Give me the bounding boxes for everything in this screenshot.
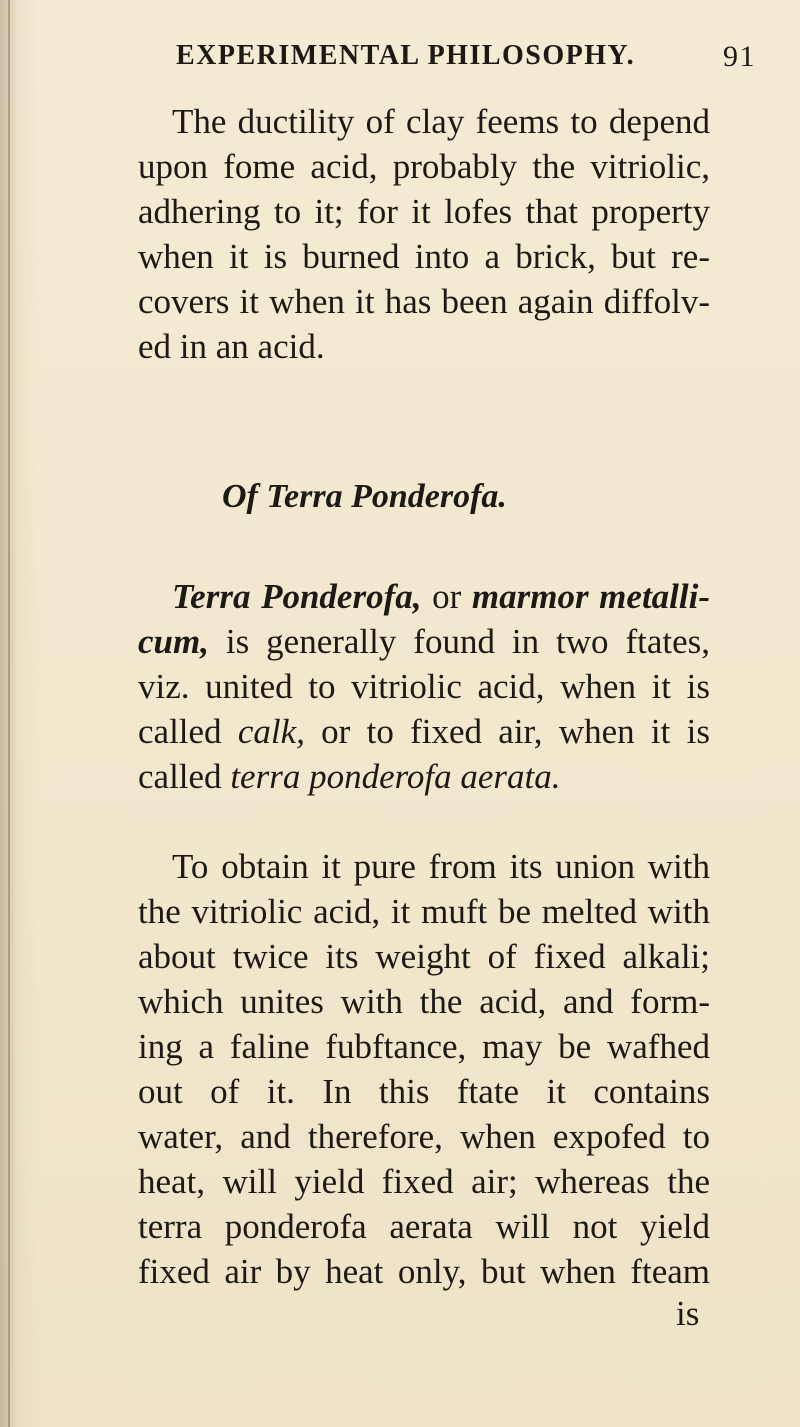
- text-line: adhering to it; for it lofes that property: [138, 192, 710, 231]
- running-head-title: EXPERIMENTAL PHILOSOPHY.: [176, 40, 636, 71]
- term-terra-ponderofa-aerata: terra ponderofa aerata.: [230, 757, 561, 796]
- text-line: out of it. In this ftate it contains: [138, 1072, 710, 1111]
- text-line: [138, 755, 561, 799]
- term-calk: calk,: [237, 712, 305, 751]
- term-cum: cum,: [138, 622, 209, 661]
- text-line: [172, 575, 710, 619]
- text-line: heat, will yield fixed air; whereas the: [138, 1162, 710, 1201]
- text-line: To obtain it pure from its union with: [172, 847, 710, 886]
- text-line: [138, 710, 710, 754]
- text-run: called: [138, 757, 231, 796]
- text-run: called: [138, 712, 238, 751]
- catchword: is: [676, 1294, 700, 1333]
- text-line: upon fome acid, probably the vitriolic,: [138, 147, 710, 186]
- text-line: which unites with the acid, and form-: [138, 982, 710, 1021]
- text-line: [138, 620, 710, 664]
- running-head: [176, 40, 756, 80]
- term-terra-ponderofa: Terra Ponderofa,: [172, 577, 422, 616]
- term-marmor-metallicum: marmor metalli-: [471, 577, 710, 616]
- text-line: terra ponderofa aerata will not yield: [138, 1207, 710, 1246]
- text-run: is generally found in two ftates,: [208, 622, 710, 661]
- text-line: ing a faline fubftance, may be wafhed: [138, 1027, 710, 1066]
- page-number: 91: [723, 40, 756, 73]
- text-line: The ductility of clay feems to depend: [172, 102, 710, 141]
- text-line: covers it when it has been again diffolv-: [138, 282, 710, 321]
- text-line: viz. united to vitriolic acid, when it is: [138, 667, 710, 706]
- text-run: or to fixed air, when it is: [304, 712, 710, 751]
- text-run: or: [421, 577, 472, 616]
- text-line: when it is burned into a brick, but re-: [138, 237, 710, 276]
- text-line: water, and therefore, when expofed to: [138, 1117, 710, 1156]
- binding-gutter: [8, 0, 10, 1427]
- text-line: ed in an acid.: [138, 327, 325, 366]
- text-line: about twice its weight of fixed alkali;: [138, 937, 710, 976]
- text-line: fixed air by heat only, but when fteam: [138, 1252, 710, 1291]
- section-heading: Of Terra Ponderofa.: [222, 478, 507, 515]
- text-line: the vitriolic acid, it muft be melted with: [138, 892, 710, 931]
